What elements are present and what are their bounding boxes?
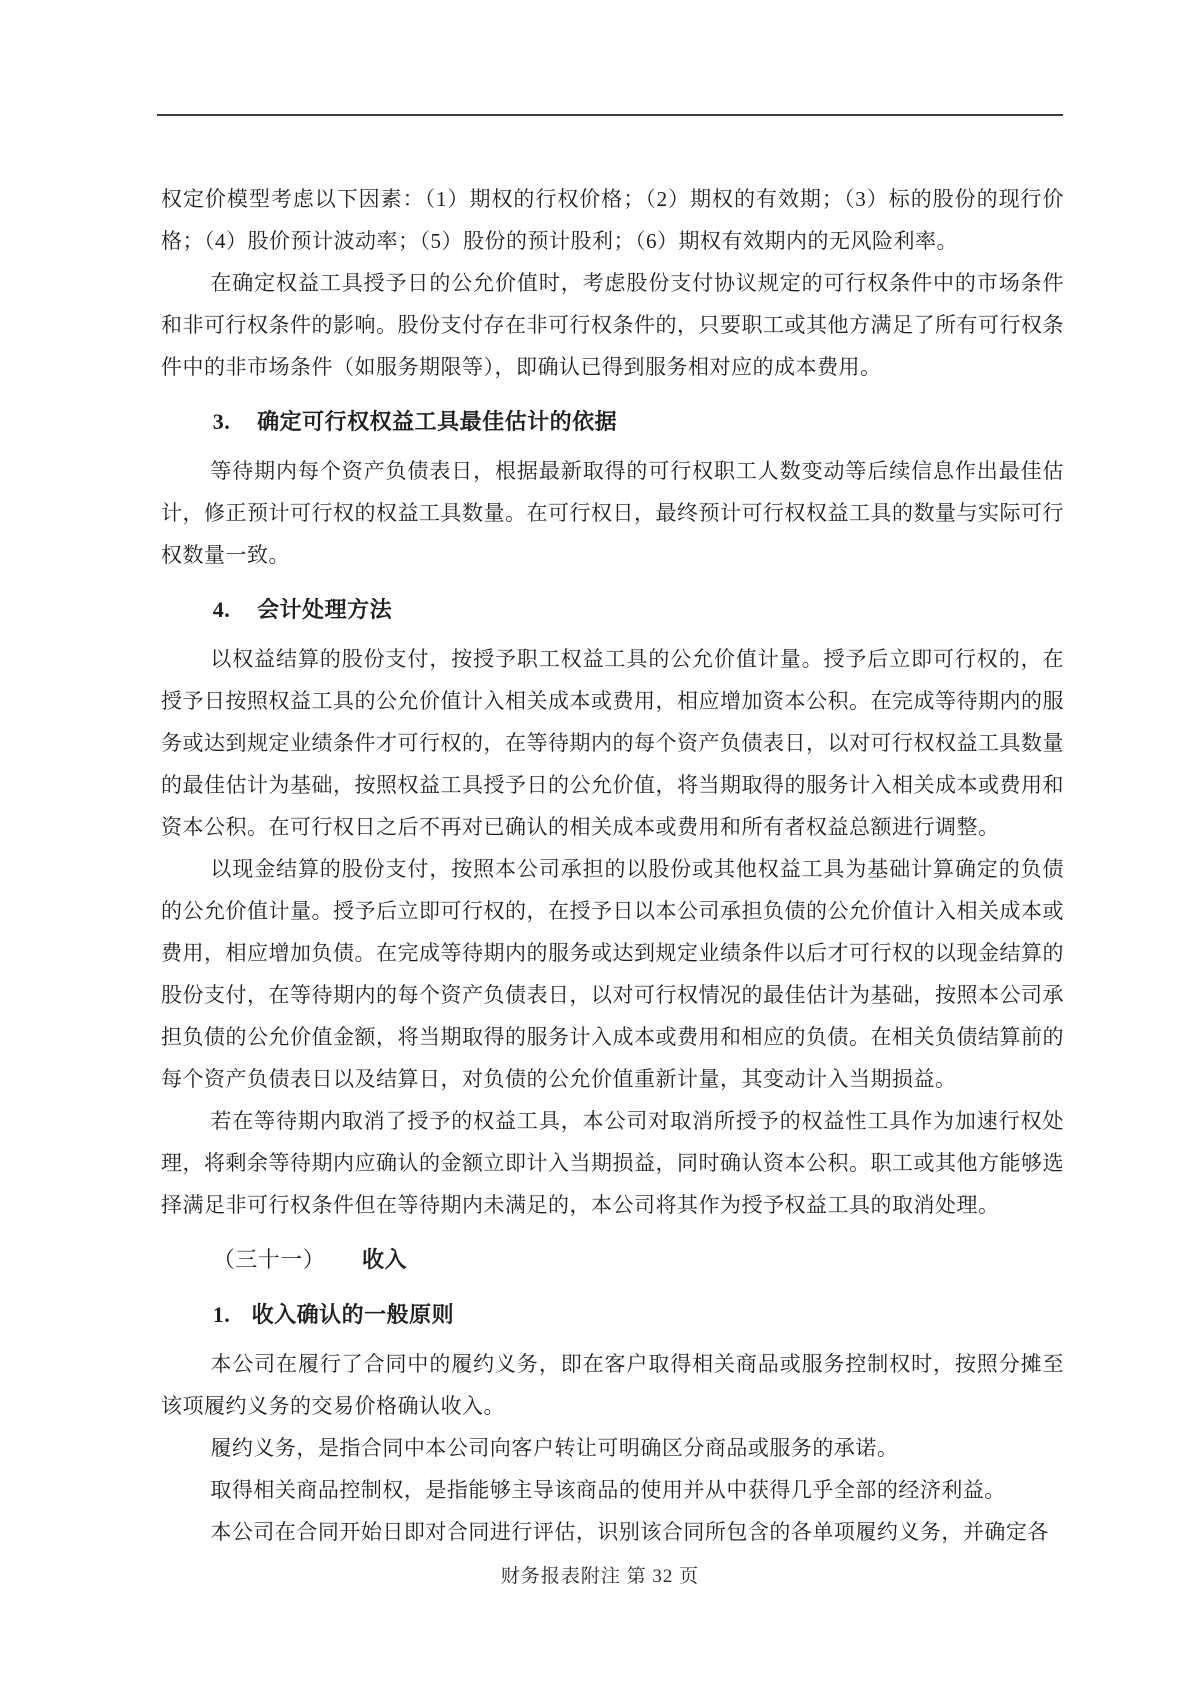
heading-number: 4. — [212, 597, 231, 622]
heading-number: 3. — [212, 409, 231, 434]
paragraph-vesting-estimate: 等待期内每个资产负债表日，根据最新取得的可行权职工人数变动等后续信息作出最佳估计，修正预计可行权的权益工具数量。在可行权日，最终预计可行权权益工具的数量与实际可行权数量一致。 — [161, 459, 1064, 567]
document-body — [161, 178, 1064, 1553]
paragraph-grant-date-fair-value: 在确定权益工具授予日的公允价值时，考虑股份支付协议规定的可行权条件中的市场条件和非可行权条件的影响。股份支付存在非可行权条件的，只要职工或其他方满足了所有可行权条件中的非市场条件（如服务期限等），即确认已得到服务相对应的成本费用。 — [161, 271, 1064, 379]
heading-title: 收入确认的一般原则 — [251, 1302, 455, 1327]
heading-title: 会计处理方法 — [257, 597, 393, 622]
paragraph-cash-settled: 以现金结算的股份支付，按照本公司承担的以股份或其他权益工具为基础计算确定的负债的公允价值计量。授予后立即可行权的，在授予日以本公司承担负债的公允价值计入相关成本或费用，相应增加负债。在完成等待期内的服务或达到规定业绩条件以后才可行权的以现金结算的股份支付，在等待期内的每个资产负债表日，以对可行权情况的最佳估计为基础，按照本公司承担负债的公允价值金额，将当期取得的服务计入成本或费用和相应的负债。在相关负债结算前的每个资产负债表日以及结算日，对负债的公允价值重新计量，其变动计入当期损益。 — [161, 857, 1064, 1091]
paragraph-goods-control: 取得相关商品控制权，是指能够主导该商品的使用并从中获得几乎全部的经济利益。 — [210, 1478, 1006, 1502]
page-footer-text: 财务报表附注 第 32 页 — [500, 1566, 700, 1587]
header-divider — [157, 114, 1063, 116]
paragraph-equity-settled: 以权益结算的股份支付，按授予职工权益工具的公允价值计量。授予后立即可行权的，在授予日按照权益工具的公允价值计入相关成本或费用，相应增加资本公积。在完成等待期内的服务或达到规定业绩条件才可行权的，在等待期内的每个资产负债表日，以对可行权权益工具数量的最佳估计为基础，按照权益工具授予日的公允价值，将当期取得的服务计入相关成本或费用和资本公积。在可行权日之后不再对已确认的相关成本或费用和所有者权益总额进行调整。 — [161, 647, 1064, 839]
page-footer — [0, 1562, 1200, 1592]
paragraph-option-pricing-factors: 权定价模型考虑以下因素：（1）期权的行权价格；（2）期权的有效期；（3）标的股份的现行价格；（4）股价预计波动率；（5）股份的预计股利；（6）期权有效期内的无风险利率。 — [161, 187, 1064, 253]
heading-number: （三十一） — [212, 1247, 326, 1272]
paragraph-contract-evaluation: 本公司在合同开始日即对合同进行评估，识别该合同所包含的各单项履约义务，并确定各 — [210, 1520, 1049, 1544]
heading-title: 收入 — [362, 1247, 408, 1272]
heading-number: 1. — [212, 1302, 231, 1327]
paragraph-performance-obligation: 履约义务，是指合同中本公司向客户转让可明确区分商品或服务的承诺。 — [210, 1436, 899, 1460]
section-heading-3 — [161, 401, 1064, 443]
section-heading-31-revenue — [161, 1239, 1064, 1281]
heading-title: 确定可行权权益工具最佳估计的依据 — [257, 409, 618, 434]
paragraph-cancellation: 若在等待期内取消了授予的权益工具，本公司对取消所授予的权益性工具作为加速行权处理，将剩余等待期内应确认的金额立即计入当期损益，同时确认资本公积。职工或其他方能够选择满足非可行权条件但在等待期内未满足的，本公司将其作为授予权益工具的取消处理。 — [161, 1109, 1064, 1217]
section-heading-revenue-principle — [161, 1294, 1064, 1336]
section-heading-4 — [161, 589, 1064, 631]
paragraph-revenue-general: 本公司在履行了合同中的履约义务，即在客户取得相关商品或服务控制权时，按照分摊至该项履约义务的交易价格确认收入。 — [161, 1352, 1064, 1418]
